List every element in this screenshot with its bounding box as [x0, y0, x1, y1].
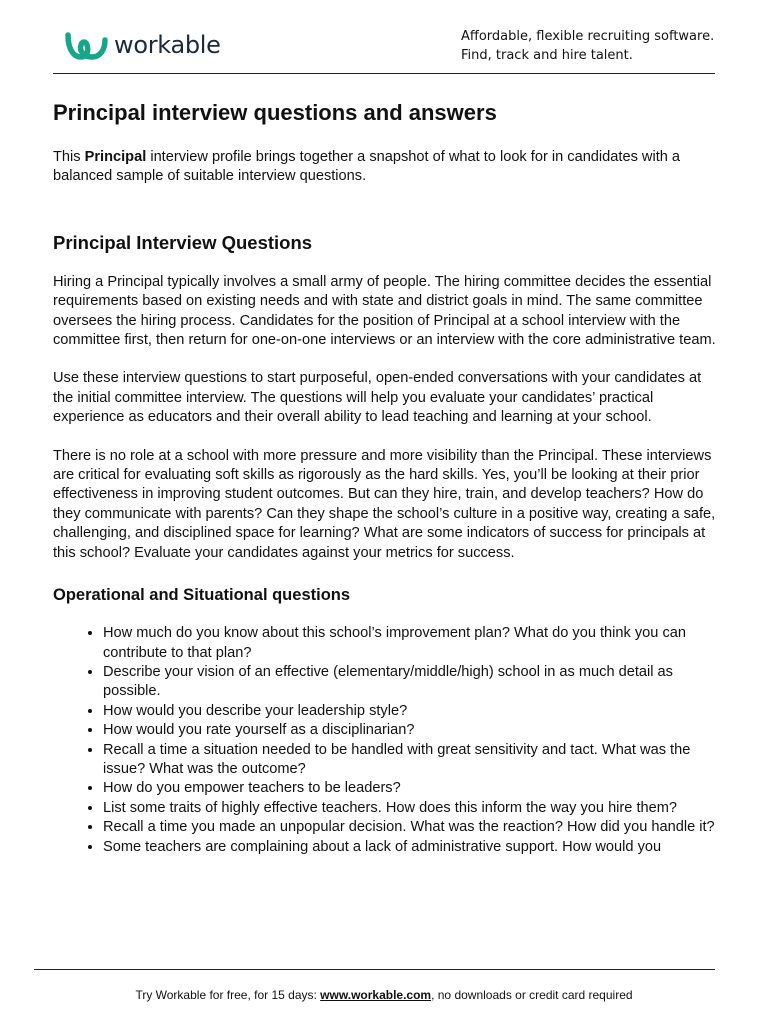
- footer-suffix: , no downloads or credit card required: [431, 988, 633, 1002]
- body-paragraph-2: Use these interview questions to start purposeful, open-ended conversations with your candidates at the initial committee interview. The questions will help you evaluate your candidates’ practical experience as educators and their overall ability to lead teaching and learning at your school.: [53, 370, 702, 426]
- article-content: [53, 98, 723, 857]
- page-header: [53, 0, 715, 74]
- intro-prefix: This: [53, 149, 85, 165]
- list-item: • Recall a time a situation needed to be handled with great sensitivity and tact. What was the issue? What was the outcome?: [103, 741, 723, 780]
- body-paragraph-3: There is no role at a school with more pressure and more visibility than the Principal. These interviews are critical for evaluating soft skills as rigorously as the hard skills. Yes, you’ll be looking at their prior effectiveness in improving student outcomes. But can they hire, train, and develop teachers? How do they communicate with parents? Can they shape the school’s culture in a positive way, creating a safe, challenging, and disciplined space for learning? What are some indicators of success for principals at this school? Evaluate your candidates against your metrics for success.: [53, 447, 716, 561]
- list-item: • How would you rate yourself as a disciplinarian?: [103, 721, 723, 740]
- workable-logo[interactable]: [64, 28, 221, 62]
- footer-website-link[interactable]: www.workable.com: [320, 988, 432, 1002]
- page-title: Principal interview questions and answers: [53, 100, 497, 125]
- logo-wordmark: workable: [114, 31, 221, 59]
- question-list: [53, 624, 723, 857]
- list-item: • How would you describe your leadership style?: [103, 702, 723, 721]
- list-item: • List some traits of highly effective teachers. How does this inform the way you hire them?: [103, 799, 723, 818]
- list-item: • Some teachers are complaining about a lack of administrative support. How would you: [103, 838, 723, 857]
- list-item: • How do you empower teachers to be leaders?: [103, 779, 723, 798]
- workable-logo-icon: [64, 28, 110, 62]
- intro-bold-role: Principal: [84, 149, 147, 165]
- header-tagline: [461, 27, 714, 65]
- intro-paragraph: [53, 148, 723, 187]
- list-item: • How much do you know about this school’s improvement plan? What do you think you can contribute to that plan?: [103, 624, 723, 663]
- footer-prefix: Try Workable for free, for 15 days:: [135, 988, 321, 1002]
- footer-divider: [34, 969, 715, 970]
- section-title: Principal Interview Questions: [53, 231, 313, 253]
- body-paragraph-1: Hiring a Principal typically involves a small army of people. The hiring committee decides the essential requirements based on existing needs and with state and district goals in mind. The same committee oversees the hiring process. Candidates for the position of Principal at a school interview with the committee first, then return for one-on-one interviews or an interview with the core administrative team.: [53, 273, 716, 349]
- tagline-line-1: Affordable, flexible recruiting software.: [461, 29, 715, 44]
- subsection-title: Operational and Situational questions: [53, 586, 351, 605]
- intro-suffix: interview profile brings together a snapshot of what to look for in candidates with a balanced sample of suitable interview questions.: [53, 149, 681, 185]
- list-item: • Recall a time you made an unpopular decision. What was the reaction? How did you handle it?: [103, 818, 723, 837]
- tagline-line-2: Find, track and hire talent.: [461, 48, 633, 63]
- list-item: • Describe your vision of an effective (elementary/middle/high) school in as much detail as possible.: [103, 663, 723, 702]
- page-footer: [0, 988, 768, 1002]
